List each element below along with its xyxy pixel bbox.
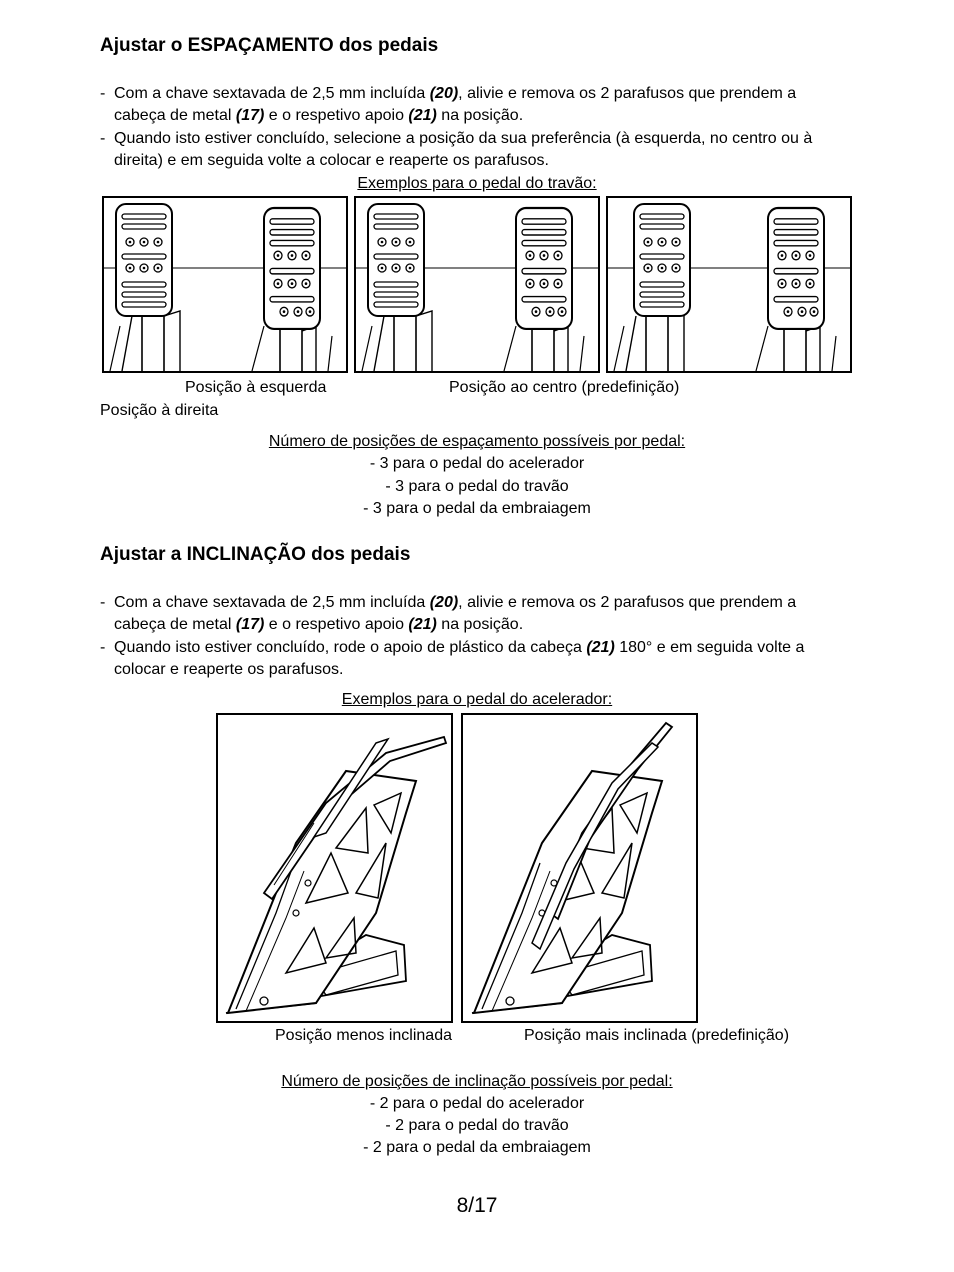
reference-number: (17): [235, 107, 265, 124]
reference-number: (21): [408, 616, 437, 633]
instruction-text: e o respetivo apoio: [264, 107, 409, 124]
spacing-count-title: Número de posições de espaçamento possíveis por pedal:: [268, 433, 686, 450]
brake-pedal-spacing-figures: [102, 196, 852, 376]
inclination-count-item: - 2 para o pedal da embraiagem: [363, 1139, 591, 1156]
instruction-item: - Quando isto estiver concluído, selecione a posição da sua preferência (à esquerda, no centro ou à direita) e em seguida volte a colocar e reaperte os parafusos.: [100, 128, 820, 172]
instruction-text: e o respetivo apoio: [264, 616, 409, 633]
spacing-count-item: - 3 para o pedal do travão: [385, 478, 569, 495]
page-number: 8/17: [456, 1194, 498, 1217]
examples-title: Exemplos para o pedal do acelerador:: [341, 691, 613, 708]
instruction-text: na posição.: [436, 616, 524, 633]
instruction-text: 180° e em seguida volte a colocar e reaperte os parafusos.: [114, 639, 805, 678]
caption-less-inclined: Posição menos inclinada: [275, 1027, 452, 1044]
inclination-count-item: - 2 para o pedal do acelerador: [369, 1095, 585, 1112]
spacing-count-item: - 3 para o pedal da embraiagem: [363, 500, 591, 517]
accelerator-pedal-inclination-figures: [216, 713, 700, 1025]
instruction-item: - Quando isto estiver concluído, rode o apoio de plástico da cabeça (21) 180° e em seguida volte a colocar e reaperte os parafusos.: [100, 639, 805, 678]
instruction-text: , alivie e remova os 2 parafusos que prendem a cabeça de metal: [114, 594, 797, 633]
caption-center-position: Posição ao centro (predefinição): [449, 379, 680, 396]
reference-number: (20): [429, 594, 459, 611]
instruction-text: na posição.: [436, 107, 524, 124]
section-heading-spacing: Ajustar o ESPAÇAMENTO dos pedais: [100, 35, 439, 56]
instruction-text: Quando isto estiver concluído, selecione a posição da sua preferência (à esquerda, no centro ou à direita) e em seguida volte a colocar e reaperte os parafusos.: [114, 130, 813, 169]
caption-left-position: Posição à esquerda: [185, 379, 327, 396]
inclination-illustrations: [216, 713, 700, 1025]
caption-more-inclined: Posição mais inclinada (predefinição): [524, 1027, 790, 1044]
instruction-text: , alivie e remova os 2 parafusos que prendem a cabeça de metal: [114, 85, 797, 124]
reference-number: (20): [429, 85, 459, 102]
spacing-count-item: - 3 para o pedal do acelerador: [369, 455, 585, 472]
examples-title: Exemplos para o pedal do travão:: [357, 175, 597, 192]
instruction-item: - Com a chave sextavada de 2,5 mm incluída (20), alivie e remova os 2 parafusos que prendem a cabeça de metal (17) e o respetivo apoio (21) na posição.: [100, 594, 797, 633]
caption-right-position: Posição à direita: [100, 402, 219, 419]
reference-number: (21): [586, 639, 615, 656]
inclination-count-title: Número de posições de inclinação possíveis por pedal:: [281, 1073, 673, 1090]
spacing-illustrations: [102, 196, 852, 376]
inclination-count-item: - 2 para o pedal do travão: [385, 1117, 569, 1134]
instruction-item: - Com a chave sextavada de 2,5 mm incluída (20), alivie e remova os 2 parafusos que prendem a cabeça de metal (17) e o respetivo apoio (21) na posição.: [100, 85, 797, 124]
reference-number: (17): [235, 616, 265, 633]
instruction-text: Com a chave sextavada de 2,5 mm incluída: [114, 594, 430, 611]
instruction-text: Com a chave sextavada de 2,5 mm incluída: [114, 85, 430, 102]
section-heading-inclination: Ajustar a INCLINAÇÃO dos pedais: [100, 544, 411, 565]
instruction-text: Quando isto estiver concluído, rode o apoio de plástico da cabeça: [114, 639, 587, 656]
reference-number: (21): [408, 107, 437, 124]
